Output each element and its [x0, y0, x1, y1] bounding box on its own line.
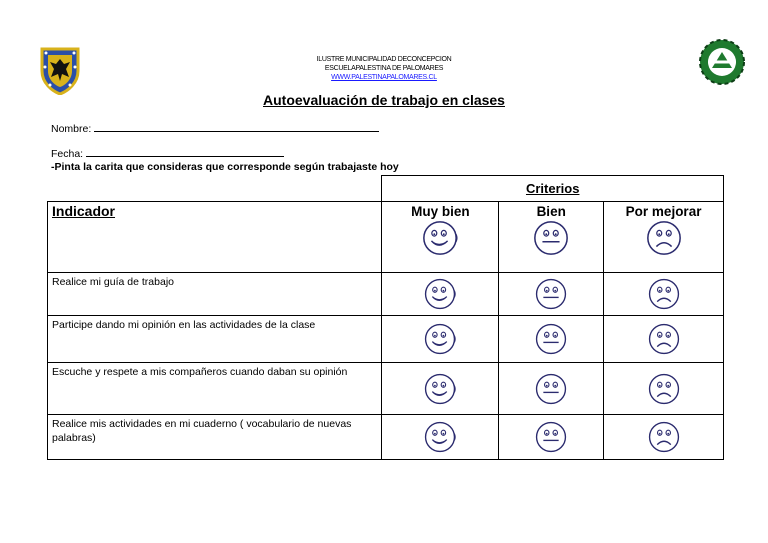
header-municipality: ILUSTRE MUNICIPALIDAD DECONCEPCION [316, 56, 452, 63]
happy-face-icon[interactable] [382, 372, 498, 406]
table-row [48, 363, 724, 415]
criteria-header: Criterios [382, 176, 724, 202]
happy-face-icon[interactable] [382, 322, 498, 356]
date-input-line[interactable] [86, 146, 284, 157]
neutral-face-icon [499, 219, 603, 257]
indicator-text: Escuche y respete a mis compañeros cuando daban su opinión [48, 363, 382, 415]
indicator-text: Realice mi guía de trabajo [48, 273, 382, 316]
sad-face-icon[interactable] [604, 277, 723, 311]
neutral-face-icon[interactable] [499, 372, 603, 406]
table-row [48, 316, 724, 363]
neutral-face-icon[interactable] [499, 322, 603, 356]
happy-face-icon[interactable] [382, 420, 498, 454]
table-row [48, 415, 724, 460]
sad-face-icon[interactable] [604, 420, 723, 454]
neutral-face-icon[interactable] [499, 277, 603, 311]
name-field [51, 121, 379, 135]
date-label: Fecha: [51, 148, 84, 160]
indicator-header: Indicador [48, 202, 382, 273]
header-website-link[interactable]: WWW.PALESTINAPALOMARES.CL [331, 74, 437, 81]
column-header-por-mejorar: Por mejorar [604, 202, 724, 273]
column-header-muy-bien: Muy bien [382, 202, 499, 273]
happy-face-icon[interactable] [382, 277, 498, 311]
date-field [51, 146, 284, 160]
indicator-text: Realice mis actividades en mi cuaderno ( vocabulario de nuevas palabras) [48, 415, 382, 460]
header-school: ESCUELAPALESTINA DE PALOMARES [324, 65, 444, 72]
column-header-bien: Bien [499, 202, 604, 273]
sad-face-icon[interactable] [604, 372, 723, 406]
happy-face-icon [382, 219, 498, 257]
name-input-line[interactable] [94, 121, 379, 132]
name-label: Nombre: [51, 123, 92, 135]
indicator-text: Participe dando mi opinión en las actividades de la clase [48, 316, 382, 363]
page-title: Autoevaluación de trabajo en clases [263, 92, 505, 108]
instruction-text: -Pinta la carita que consideras que corresponde según trabajaste hoy [51, 161, 399, 173]
sad-face-icon [604, 219, 723, 257]
table-row [48, 273, 724, 316]
neutral-face-icon[interactable] [499, 420, 603, 454]
sad-face-icon[interactable] [604, 322, 723, 356]
evaluation-table [47, 175, 724, 460]
